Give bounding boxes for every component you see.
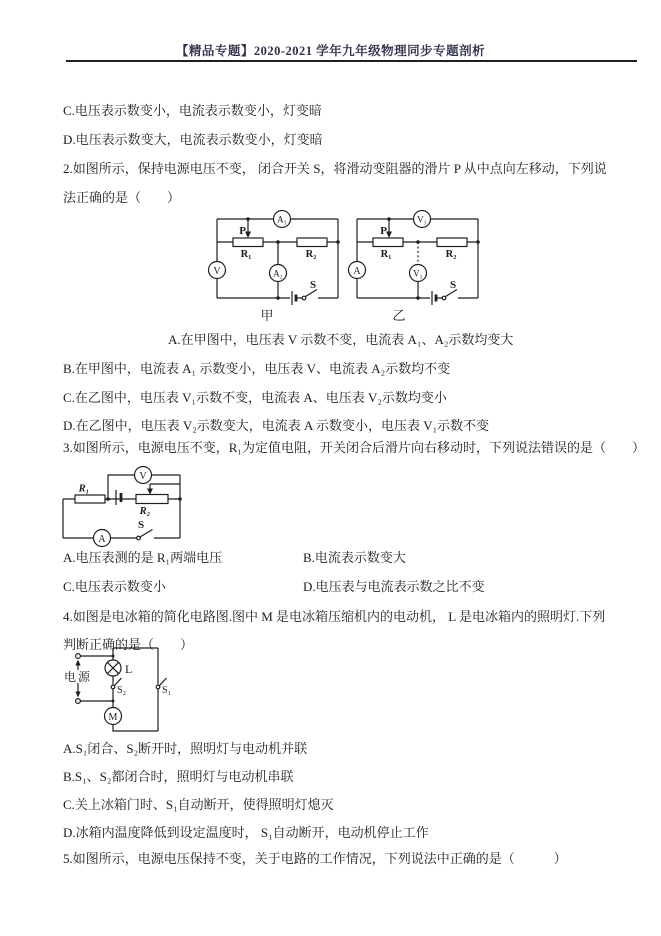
q2-option-a: A.在甲图中，电压表 V 示数不变，电流表 A₁、A₂示数均变大 <box>168 332 514 347</box>
q2-circuit-figure <box>195 210 495 325</box>
q3-option-d: D.电压表与电流表示数之比不变 <box>303 579 485 594</box>
q3-option-c: C.电压表示数变小 <box>63 579 166 594</box>
q3-option-b: B.电流表示数变大 <box>303 550 406 565</box>
q1-option-d: D.电压表示数变大，电流表示数变小，灯变暗 <box>63 132 323 147</box>
power-label: 电源 <box>63 670 93 684</box>
circuit-fridge <box>62 648 171 731</box>
q4-circuit-figure <box>55 644 215 739</box>
r1-label: R₁ <box>240 249 252 260</box>
page-title: 【精品专题】2020-2021 学年九年级物理同步专题剖析 <box>175 44 486 58</box>
voltmeter-v2-label: V₂ <box>413 268 423 279</box>
ammeter-label: A <box>98 534 106 545</box>
q4-stem-line2: 判断正确的是（ ） <box>63 637 194 652</box>
q3-circuit-figure <box>58 466 218 548</box>
resistor-r1-icon <box>233 238 263 247</box>
caption-jia: 甲 <box>260 308 274 323</box>
r2-label: R₂ <box>305 249 317 260</box>
circuit-q3 <box>63 467 182 547</box>
ammeter-a-label: A <box>353 266 361 277</box>
q4-option-d: D.冰箱内温度降低到设定温度时， S₁自动断开，电动机停止工作 <box>63 825 429 840</box>
switch-pivot-icon <box>442 296 446 300</box>
power-arrow-up-icon <box>75 660 80 666</box>
q1-option-c: C.电压表示数变小，电流表示数变小，灯变暗 <box>63 103 322 118</box>
circuit-yi <box>349 211 480 324</box>
q2-option-b: B.在甲图中，电流表 A₁ 示数变小，电压表 V、电流表 A₂示数均不变 <box>63 361 451 376</box>
q3-stem: 3.如图所示，电源电压不变，R₁为定值电阻，开关闭合后滑片向右移动时，下列说法错误的是（ ） <box>63 440 645 455</box>
lamp-label: L <box>125 662 133 676</box>
switch-s-label: S <box>137 519 145 531</box>
q2-stem-line1: 2.如图所示，保持电源电压不变， 闭合开关 S，将滑动变阻器的滑片 P 从中点向左移动，下列说 <box>63 161 607 176</box>
q4-option-a: A.S₁闭合、S₂断开时，照明灯与电动机并联 <box>63 741 308 756</box>
ammeter-a2-label: A₂ <box>273 268 283 279</box>
q5-stem: 5.如图所示，电源电压保持不变，关于电路的工作情况，下列说法中正确的是（ ） <box>63 851 567 866</box>
q2-option-c: C.在乙图中，电压表 V₁示数不变，电流表 A、电压表 V₂示数均变小 <box>63 390 447 405</box>
resistor-r1-icon <box>373 238 403 247</box>
resistor-r1-icon <box>75 495 105 503</box>
q4-option-b: B.S₁、S₂都闭合时，照明灯与电动机串联 <box>63 769 294 784</box>
q4-stem-line1: 4.如图是电冰箱的简化电路图.图中 M 是电冰箱压缩机内的电动机， L 是电冰箱内的照明灯.下列 <box>63 609 606 624</box>
q4-option-c: C.关上冰箱门时、S₁自动断开，使得照明灯熄灭 <box>63 797 334 812</box>
slider-p-label: P <box>380 225 387 237</box>
header-divider <box>66 60 637 62</box>
ammeter-a1-label: A₁ <box>277 214 287 225</box>
r2-label: R₂ <box>445 249 457 260</box>
switch-pivot-icon <box>302 296 306 300</box>
r1-label: R₁ <box>78 483 90 495</box>
q2-stem-line2: 法正确的是（ ） <box>63 190 181 205</box>
q3-option-a: A.电压表测的是 R₁两端电压 <box>63 550 223 565</box>
motor-label: M <box>108 712 118 723</box>
circuit-jia <box>209 211 340 324</box>
rheostat-r2-icon <box>136 495 168 504</box>
voltmeter-label: V <box>139 471 147 482</box>
q2-option-d: D.在乙图中，电压表 V₂示数变大，电流表 A 示数变小，电压表 V₁示数不变 <box>63 418 490 433</box>
switch-s-label: S <box>309 279 317 291</box>
switch-pivot-icon <box>137 536 141 540</box>
power-terminal-bottom-icon <box>76 699 81 704</box>
power-arrow-down-icon <box>75 692 80 698</box>
resistor-r2-icon <box>437 238 467 247</box>
switch-s-label: S <box>449 279 457 291</box>
power-terminal-top-icon <box>76 654 81 659</box>
switch-s2-label: S₂ <box>117 685 127 696</box>
switch-s1-label: S₁ <box>162 685 172 696</box>
resistor-r2-icon <box>297 238 327 247</box>
r2-label: R₂ <box>139 506 151 517</box>
slider-p-label: P <box>239 225 246 237</box>
caption-yi: 乙 <box>392 308 406 323</box>
r1-label: R₁ <box>380 249 392 260</box>
voltmeter-v-label: V <box>213 266 221 277</box>
voltmeter-v1-label: V₁ <box>417 214 427 225</box>
slider-arrow-icon <box>147 489 153 495</box>
